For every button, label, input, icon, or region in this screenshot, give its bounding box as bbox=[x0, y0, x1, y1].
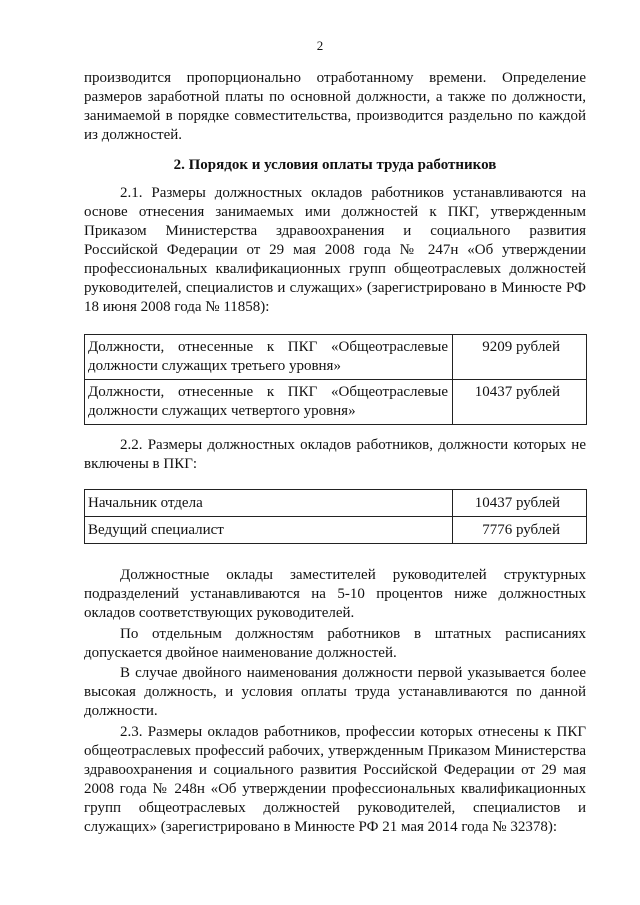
table-cell-salary: 9209 рублей bbox=[453, 335, 587, 380]
paragraph-continuation: производится пропорционально отработанному времени. Определение размеров заработной платы по основной должности, а также по должности, занимаемой в порядке совместительства, производится раздельно по каждой из должностей. bbox=[84, 70, 586, 143]
table-cell-position: Ведущий специалист bbox=[85, 517, 453, 544]
paragraph-double-name: По отдельным должностям работников в штатных расписаниях допускается двойное наименование должностей. bbox=[84, 626, 586, 661]
section-heading: 2. Порядок и условия оплаты труда работников bbox=[173, 157, 497, 173]
salary-table-other bbox=[84, 489, 587, 544]
paragraph-2-1: 2.1. Размеры должностных окладов работников устанавливаются на основе отнесения занимаемых ими должностей к ПКГ, утвержденным Приказом Министерства здравоохранения и социального развития Российской Федерации от 29 мая 2008 года № 247н «Об утверждении профессиональных квалификационных групп общеотраслевых должностей руководителей, специалистов и служащих» (зарегистрировано в Минюсте РФ 18 июня 2008 года № 11858): bbox=[84, 185, 586, 315]
table-cell-salary: 7776 рублей bbox=[453, 517, 587, 544]
table-cell-position: Должности, отнесенные к ПКГ «Общеотраслевые должности служащих четвертого уровня» bbox=[85, 380, 453, 425]
table-row bbox=[85, 517, 587, 544]
paragraph-deputies: Должностные оклады заместителей руководителей структурных подразделений устанавливаются на 5-10 процентов ниже должностных окладов соответствующих руководителей. bbox=[84, 567, 586, 621]
table-row bbox=[85, 380, 587, 425]
paragraph-2-3: 2.3. Размеры окладов работников, профессии которых отнесены к ПКГ общеотраслевых профессий рабочих, утвержденным Приказом Министерства здравоохранения и социального развития Российской Федерации от 29 мая 2008 года № 248н «Об утверждении профессиональных квалификационных групп общеотраслевых должностей руководителей, специалистов и служащих» (зарегистрировано в Минюсте РФ 21 мая 2014 года № 32378): bbox=[84, 724, 586, 835]
salary-table-pkg bbox=[84, 334, 587, 425]
page-number: 2 bbox=[316, 38, 324, 53]
table-cell-salary: 10437 рублей bbox=[453, 490, 587, 517]
table-row bbox=[85, 335, 587, 380]
paragraph-double-name-rule: В случае двойного наименования должности первой указывается более высокая должность, и условия оплаты труда устанавливаются по данной должности. bbox=[84, 665, 586, 719]
paragraph-2-2: 2.2. Размеры должностных окладов работников, должности которых не включены в ПКГ: bbox=[84, 437, 586, 472]
table-cell-position: Начальник отдела bbox=[85, 490, 453, 517]
table-cell-position: Должности, отнесенные к ПКГ «Общеотраслевые должности служащих третьего уровня» bbox=[85, 335, 453, 380]
table-cell-salary: 10437 рублей bbox=[453, 380, 587, 425]
table-row bbox=[85, 490, 587, 517]
